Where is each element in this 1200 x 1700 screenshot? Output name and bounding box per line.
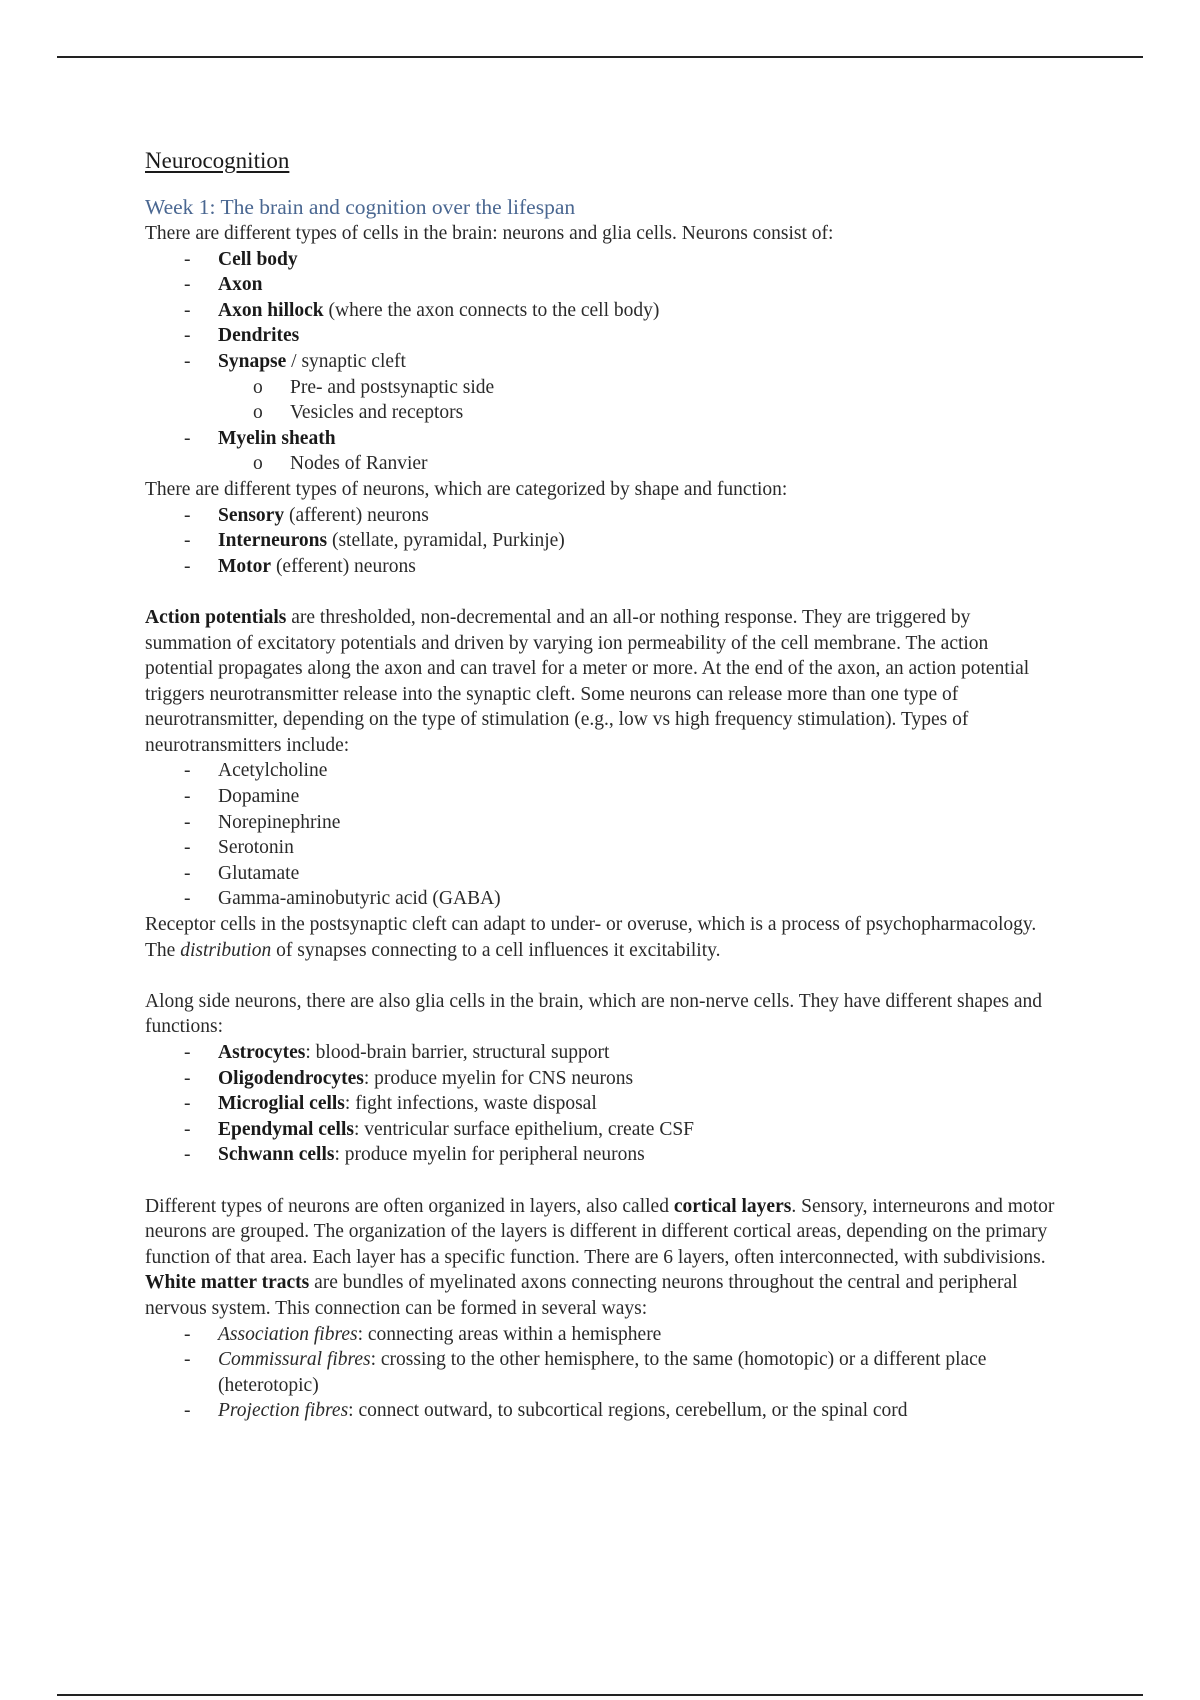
term: Microglial cells — [218, 1093, 345, 1115]
paragraph-gap — [145, 963, 1055, 989]
term: Ependymal cells — [218, 1118, 354, 1140]
term-desc: / synaptic cleft — [286, 350, 406, 372]
paragraph-text: Receptor cells in the postsynaptic cleft can adapt to under- or overuse, which is a process of psychopharmacology. The — [145, 914, 1037, 961]
glia-intro: Along side neurons, there are also glia cells in the brain, which are non-nerve cells. They have different shapes and functions: — [145, 990, 1043, 1038]
term: cortical layers — [673, 1195, 792, 1217]
term-desc: : produce myelin for peripheral neurons — [334, 1144, 645, 1166]
paragraph-text: of synapses connecting to a cell influences it excitability. — [271, 939, 721, 961]
emphasis: distribution — [180, 939, 272, 961]
document-title: Neurocognition — [145, 148, 290, 173]
fibres-list — [145, 1322, 1055, 1424]
list-item — [145, 1066, 1055, 1092]
paragraph-gap — [145, 579, 1055, 605]
term-desc: : ventricular surface epithelium, create CSF — [353, 1118, 695, 1140]
paragraph-text: . Sensory, interneurons and motor neurons are grouped. The organization of the layers is different in different cortical areas, depending on the primary function of that area. Each layer has a specific function. There are 6 layers, often interconnected, with subdivisions. — [145, 1195, 1055, 1268]
header-rule — [57, 56, 1143, 58]
term-desc: : connecting areas within a hemisphere — [357, 1323, 662, 1345]
list-item: - Gamma-aminobutyric acid (GABA) — [145, 886, 1055, 912]
white-matter-paragraph — [145, 1270, 1055, 1321]
list-item — [145, 1091, 1055, 1117]
term-desc: (efferent) neurons — [271, 555, 416, 577]
glia-list — [145, 1040, 1055, 1168]
list-item — [145, 247, 1055, 273]
list-item — [145, 1040, 1055, 1066]
list-item — [145, 1117, 1055, 1143]
neuron-parts-list-cont — [145, 426, 1055, 452]
term-desc: (afferent) neurons — [284, 504, 429, 526]
term-desc: : connect outward, to subcortical regions, cerebellum, or the spinal cord — [348, 1400, 908, 1422]
term: Association fibres — [218, 1323, 358, 1345]
sub-list-item: o Nodes of Ranvier — [145, 451, 1055, 477]
term: Dendrites — [218, 325, 300, 347]
list-item — [145, 1322, 1055, 1348]
cortical-layers-paragraph — [145, 1194, 1055, 1271]
list-item: - Serotonin — [145, 835, 1055, 861]
term-desc: (stellate, pyramidal, Purkinje) — [327, 530, 565, 552]
list-item — [145, 426, 1055, 452]
term-desc: : blood-brain barrier, structural support — [305, 1042, 610, 1063]
term: Astrocytes — [218, 1042, 306, 1063]
term-desc: (where the axon connects to the cell body) — [323, 299, 660, 321]
intro-paragraph: There are different types of cells in the brain: neurons and glia cells. Neurons consist of: — [145, 223, 834, 244]
neurotransmitters-list — [145, 758, 1055, 912]
term: Motor — [218, 555, 272, 577]
term: Action potentials — [145, 606, 287, 628]
action-potentials-paragraph — [145, 605, 1055, 759]
term: Schwann cells — [218, 1144, 335, 1166]
list-item — [145, 1142, 1055, 1168]
sub-list-item: o Vesicles and receptors — [145, 400, 1055, 426]
myelin-sublist — [145, 451, 1055, 477]
term: Cell body — [218, 248, 298, 270]
list-item — [145, 1347, 1055, 1398]
receptor-paragraph — [145, 912, 1055, 963]
term-desc: : fight infections, waste disposal — [344, 1093, 597, 1115]
list-item: - Glutamate — [145, 861, 1055, 887]
list-item: - Dopamine — [145, 784, 1055, 810]
term-desc: : produce myelin for CNS neurons — [363, 1067, 634, 1089]
term: Synapse — [218, 350, 287, 372]
list-item — [145, 554, 1055, 580]
list-item — [145, 298, 1055, 324]
list-item — [145, 272, 1055, 298]
neuron-parts-list — [145, 247, 1055, 375]
list-item: - Acetylcholine — [145, 758, 1055, 784]
paragraph-text: Different types of neurons are often organized in layers, also called — [145, 1195, 674, 1217]
footer-rule — [57, 1694, 1143, 1696]
term: Oligodendrocytes — [218, 1067, 364, 1089]
term: Sensory — [218, 504, 285, 526]
term-desc: : crossing to the other hemisphere, to the same (homotopic) or a different place (heterotopic) — [218, 1349, 987, 1396]
week-heading: Week 1: The brain and cognition over the lifespan — [145, 195, 576, 219]
list-item — [145, 528, 1055, 554]
term: Projection fibres — [218, 1400, 349, 1422]
sub-list-item: o Pre- and postsynaptic side — [145, 375, 1055, 401]
term: Commissural fibres — [218, 1349, 371, 1371]
neuron-types-intro: There are different types of neurons, which are categorized by shape and function: — [145, 478, 788, 500]
paragraph-gap — [145, 1168, 1055, 1194]
list-item — [145, 503, 1055, 529]
paragraph-text: are thresholded, non-decremental and an all-or nothing response. They are triggered by summation of excitatory potentials and driven by varying ion permeability of the cell membrane. The action potential propagates along the axon and can travel for a meter or more. At the end of the axon, an action potential triggers neurotransmitter release into the synaptic cleft. Some neurons can release more than one type of neurotransmitter, depending on the type of stimulation (e.g., low vs high frequency stimulation). Types of neurotransmitters include: — [145, 606, 1030, 756]
document-body — [145, 146, 1055, 1424]
term: Axon hillock — [218, 299, 324, 321]
list-item — [145, 323, 1055, 349]
term: Interneurons — [218, 530, 328, 552]
synapse-sublist — [145, 375, 1055, 426]
neuron-types-list — [145, 503, 1055, 580]
list-item — [145, 1398, 1055, 1424]
paragraph-text: are bundles of myelinated axons connecting neurons throughout the central and peripheral nervous system. This connection can be formed in several ways: — [145, 1272, 1018, 1319]
term: Myelin sheath — [218, 427, 336, 449]
list-item — [145, 349, 1055, 375]
term: White matter tracts — [145, 1272, 310, 1294]
term: Axon — [218, 274, 263, 296]
list-item: - Norepinephrine — [145, 810, 1055, 836]
